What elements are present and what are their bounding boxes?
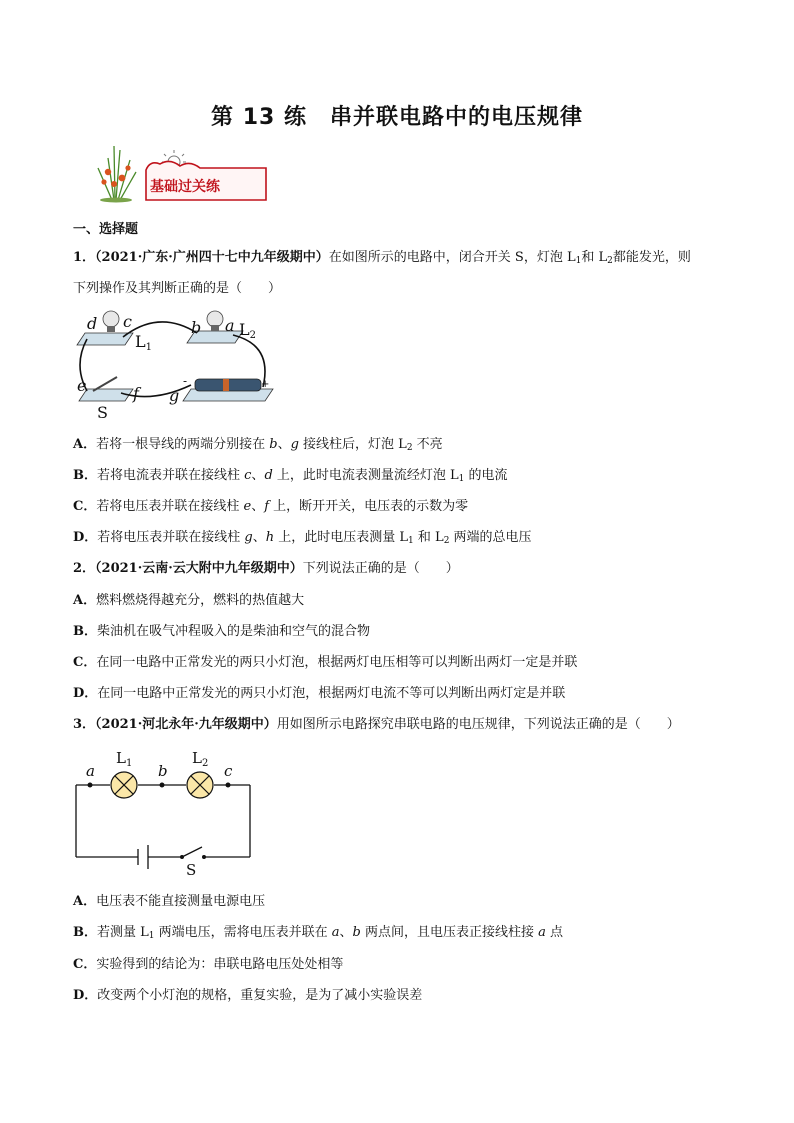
- section-heading: 一、选择题: [73, 222, 139, 237]
- q1-option-c[interactable]: C．若将电压表并联在接线柱 e、f 上，断开开关，电压表的示数为零: [73, 499, 469, 514]
- q3-label-a: a: [86, 762, 95, 780]
- q1-option-d[interactable]: D．若将电压表并联在接线柱 g、h 上，此时电压表测量 $L_1$ 和 $L_2$ 两端的总电压: [73, 530, 532, 546]
- q3-option-a[interactable]: A．电压表不能直接测量电源电压: [73, 894, 266, 909]
- q1-label-L1: L1: [135, 332, 152, 353]
- q3-label-L2: $L_2$: [192, 749, 209, 769]
- q2-option-d[interactable]: D．在同一电路中正常发光的两只小灯泡，根据两灯电流不等可以判断出两灯定是并联: [73, 686, 566, 701]
- q1-label-c: c: [123, 312, 132, 331]
- q1-label-b: b: [191, 318, 202, 337]
- q1-label-a: a: [225, 316, 235, 335]
- q3-label-L1: $L_1$: [116, 749, 133, 769]
- q3-label-S: S: [186, 861, 197, 879]
- banner-label: 基础过关练: [150, 179, 220, 195]
- q2-option-a[interactable]: A．燃料燃烧得越充分，燃料的热值越大: [73, 593, 305, 608]
- q3-label-c: c: [224, 762, 233, 780]
- q1-label-L2: L2: [239, 320, 256, 341]
- q1-option-b[interactable]: B．若将电流表并联在接线柱 c、d 上，此时电流表测量流经灯泡 $L_1$ 的电流: [73, 468, 508, 484]
- q3-label-b: b: [158, 762, 168, 780]
- q1-label-S: S: [97, 403, 108, 422]
- q3-option-b[interactable]: B．若测量 $L_1$ 两端电压，需将电压表并联在 a、b 两点间，且电压表正接线柱接 a 点: [73, 925, 564, 941]
- q2-option-b[interactable]: B．柴油机在吸气冲程吸入的是柴油和空气的混合物: [73, 624, 371, 639]
- q1-label-g: g: [169, 386, 180, 405]
- q3-circuit-figure: [70, 745, 260, 880]
- q3-stem: 3．（2021·河北永年·九年级期中）用如图所示电路探究串联电路的电压规律，下列说法正确的是（ ）: [73, 717, 680, 732]
- q1-label-f: f: [133, 384, 139, 403]
- q1-circuit-figure: [73, 305, 293, 425]
- q1-label-minus: -: [183, 374, 188, 388]
- q1-label-plus: +: [261, 379, 270, 390]
- q3-option-c[interactable]: C．实验得到的结论为：串联电路电压处处相等: [73, 957, 344, 972]
- page-title: 第 13 练 串并联电路中的电压规律: [211, 105, 583, 130]
- q1-stem: 1．（2021·广东·广州四十七中九年级期中）在如图所示的电路中，闭合开关 S，灯泡 $L_1$和 $L_2$都能发光，则: [73, 250, 691, 266]
- q2-option-c[interactable]: C．在同一电路中正常发光的两只小灯泡，根据两灯电压相等可以判断出两灯一定是并联: [73, 655, 578, 670]
- q1-option-a[interactable]: A．若将一根导线的两端分别接在 b、g 接线柱后，灯泡 $L_2$ 不亮: [73, 437, 443, 453]
- q1-label-d: d: [87, 314, 98, 333]
- q1-stem-line2: 下列操作及其判断正确的是（ ）: [73, 281, 282, 296]
- q2-stem: 2．（2021·云南·云大附中九年级期中）下列说法正确的是（ ）: [73, 561, 459, 576]
- q1-label-e: e: [77, 376, 87, 395]
- q3-option-d[interactable]: D．改变两个小灯泡的规格，重复实验，是为了减小实验误差: [73, 988, 423, 1003]
